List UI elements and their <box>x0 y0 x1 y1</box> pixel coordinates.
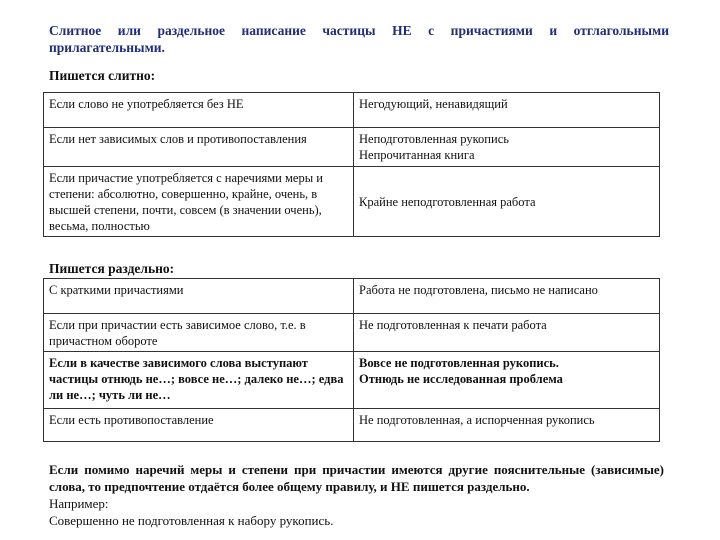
rule-cell: Если есть противопоставление <box>44 409 354 442</box>
example-line: Крайне неподготовленная работа <box>359 195 536 209</box>
example-line: Непрочитанная книга <box>359 148 475 162</box>
table-row <box>44 314 660 352</box>
section-heading-together: Пишется слитно: <box>49 68 156 83</box>
example-cell <box>354 93 660 128</box>
table-row <box>44 93 660 128</box>
example-cell <box>354 352 660 409</box>
example-line: Вовсе не подготовленная рукопись. <box>359 356 559 370</box>
section-heading-separate: Пишется раздельно: <box>49 261 175 276</box>
example-line: Работа не подготовлена, письмо не написано <box>359 283 598 297</box>
example-line: Не подготовленная, а испорченная рукопись <box>359 413 595 427</box>
example-cell <box>354 409 660 442</box>
rule-cell: С краткими причастиями <box>44 279 354 314</box>
note-example-label: Например: <box>49 496 109 511</box>
table-row <box>44 352 660 409</box>
example-cell <box>354 279 660 314</box>
example-line: Негодующий, ненавидящий <box>359 97 508 111</box>
example-cell <box>354 314 660 352</box>
example-line: Отнюдь не исследованная проблема <box>359 372 563 386</box>
rule-cell: Если причастие употребляется с наречиями меры и степени: абсолютно, совершенно, крайне, очень, в высшей степени, почти, совсем (в значении очень), весьма, полностью <box>44 167 354 237</box>
rule-cell: Если в качестве зависимого слова выступают частицы отнюдь не…; вовсе не…; далеко не…; едва ли не…; чуть ли не… <box>44 352 354 409</box>
rule-cell: Если при причастии есть зависимое слово, т.е. в причастном обороте <box>44 314 354 352</box>
example-cell <box>354 128 660 167</box>
table-row <box>44 128 660 167</box>
table-row <box>44 167 660 237</box>
table-row <box>44 409 660 442</box>
rules-table-together <box>43 92 660 237</box>
example-cell <box>354 167 660 237</box>
table-row <box>44 279 660 314</box>
note-example: Совершенно не подготовленная к набору рукопись. <box>49 513 334 528</box>
rule-cell: Если слово не употребляется без НЕ <box>44 93 354 128</box>
example-line: Неподготовленная рукопись <box>359 132 509 146</box>
page-title: Слитное или раздельное написание частицы НЕ с причастиями и отглагольными прилагательными. <box>49 23 669 55</box>
rule-cell: Если нет зависимых слов и противопоставления <box>44 128 354 167</box>
rules-table-separate <box>43 278 660 442</box>
note-text: Если помимо наречий меры и степени при причастии имеются другие пояснительные (зависимые) слова, то предпочтение отдаётся более общему правилу, и НЕ пишется раздельно. <box>49 462 664 494</box>
example-line: Не подготовленная к печати работа <box>359 318 547 332</box>
note-block <box>49 461 664 529</box>
